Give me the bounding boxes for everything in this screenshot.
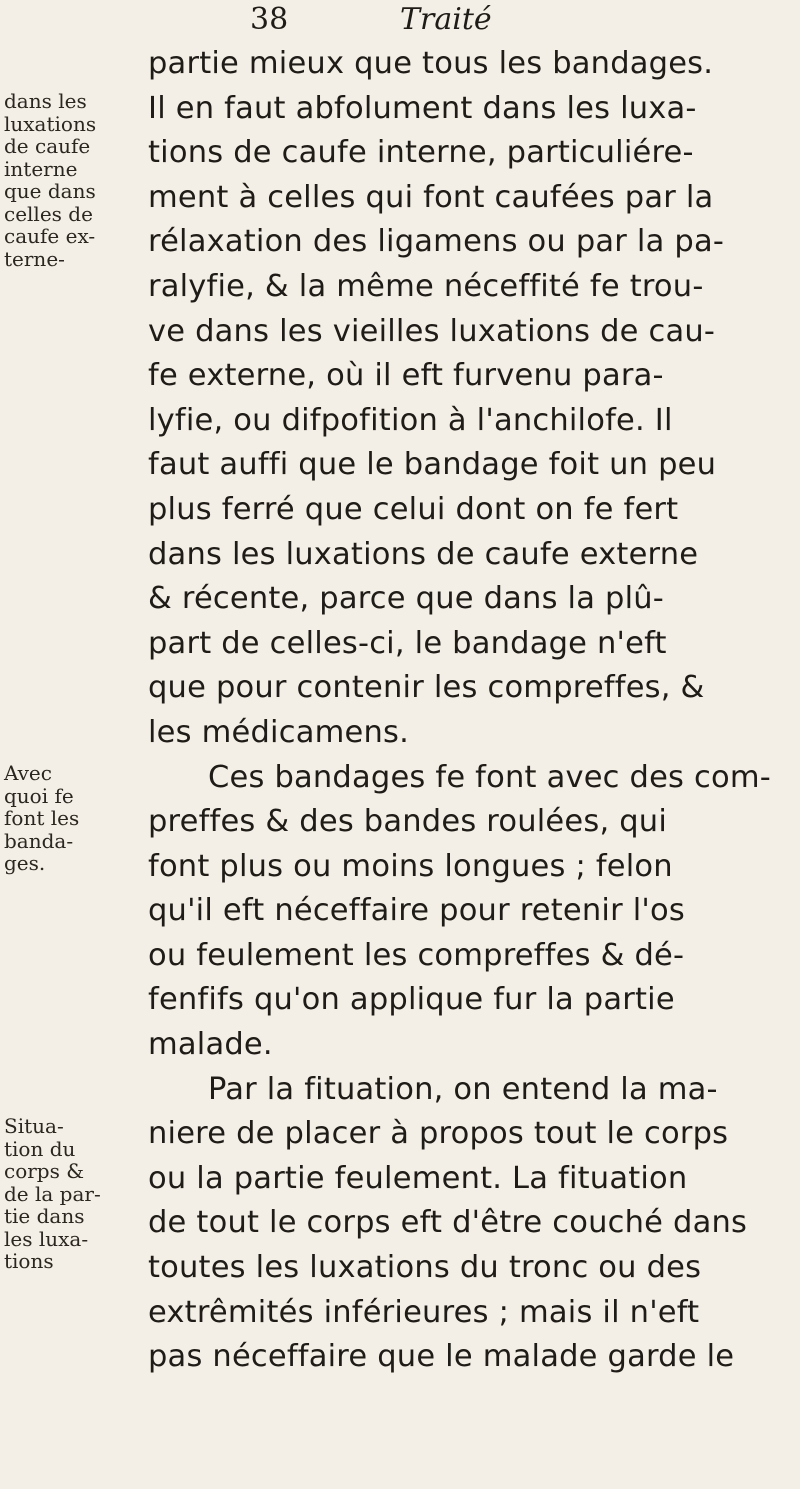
text-line: plus ferré que celui dont on fe fert <box>148 491 679 527</box>
text-line: & récente, parce que dans la plû- <box>148 581 664 617</box>
text-line: fe externe, où il eft furvenu para- <box>148 358 664 394</box>
text-line: faut auffi que le bandage foit un peu <box>148 447 717 483</box>
margin-note-avec-quoi <box>4 762 144 875</box>
margin-note-line: les luxa- <box>4 1226 89 1251</box>
margin-note-line: Avec <box>4 761 52 785</box>
margin-note-line: corps & <box>4 1159 85 1183</box>
margin-note-line: tie dans <box>4 1204 85 1228</box>
text-line: qu'il eft néceffaire pour retenir l'os <box>148 893 685 929</box>
text-line: les médicamens. <box>148 714 409 750</box>
text-line: toutes les luxations du tronc ou des <box>148 1250 702 1286</box>
body-text <box>148 42 790 1380</box>
margin-note-line: Situa- <box>4 1114 64 1138</box>
text-line: dans les luxations de caufe externe <box>148 536 699 572</box>
text-line: Ces bandages fe font avec des com- <box>208 759 771 795</box>
text-line: malade. <box>148 1027 273 1063</box>
text-line: font plus ou moins longues ; felon <box>148 848 673 884</box>
margin-note-line: que dans <box>4 179 96 203</box>
text-line: lyfie, ou difpofition à l'anchilofe. Il <box>148 402 673 438</box>
text-line: de tout le corps eft d'être couché dans <box>148 1205 748 1241</box>
margin-note-line: de la par- <box>4 1181 101 1206</box>
margin-note-line: tion du <box>4 1136 76 1161</box>
page-number: 38 <box>250 2 289 37</box>
margin-note-situation <box>4 1115 144 1273</box>
margin-note-line: tions <box>4 1249 54 1273</box>
margin-note-line: celles de <box>4 201 93 226</box>
margin-note-line: interne <box>4 156 78 181</box>
margin-note-line: terne- <box>4 246 65 271</box>
margin-note-line: banda- <box>4 828 74 853</box>
text-line: ve dans les vieilles luxations de cau- <box>148 313 716 349</box>
margin-note-luxations <box>4 90 144 270</box>
text-line: que pour contenir les compreffes, & <box>148 670 705 706</box>
margin-note-line: ges. <box>4 851 46 875</box>
margin-note-line: caufe ex- <box>4 224 96 248</box>
margin-note-line: font les <box>4 806 80 830</box>
text-line: ou la partie feulement. La fituation <box>148 1160 688 1196</box>
text-line: Par la fituation, on entend la ma- <box>208 1071 718 1107</box>
text-line: ralyfie, & la même néceffité fe trou- <box>148 268 704 304</box>
text-line: rélaxation des ligamens ou par la pa- <box>148 224 725 260</box>
text-line: preffes & des bandes roulées, qui <box>148 804 668 840</box>
text-line: fenfifs qu'on applique fur la partie <box>148 982 675 1018</box>
text-line: part de celles-ci, le bandage n'eft <box>148 625 667 661</box>
text-line: pas néceffaire que le malade garde le <box>148 1339 735 1375</box>
text-line: niere de placer à propos tout le corps <box>148 1116 729 1152</box>
text-line: partie mieux que tous les bandages. <box>148 46 714 81</box>
margin-note-line: quoi fe <box>4 783 74 808</box>
margin-note-line: luxations <box>4 111 97 136</box>
text-line: ment à celles qui font caufées par la <box>148 179 714 215</box>
text-line: ou feulement les compreffes & dé- <box>148 937 685 973</box>
text-line: tions de caufe interne, particuliére- <box>148 135 694 171</box>
running-title: Traité <box>400 2 492 37</box>
page-header <box>250 0 590 40</box>
text-line: extrêmités inférieures ; mais il n'eft <box>148 1294 700 1330</box>
margin-note-line: de caufe <box>4 134 91 158</box>
text-line: Il en faut abfolument dans les luxa- <box>148 90 697 126</box>
margin-note-line: dans les <box>4 89 87 113</box>
